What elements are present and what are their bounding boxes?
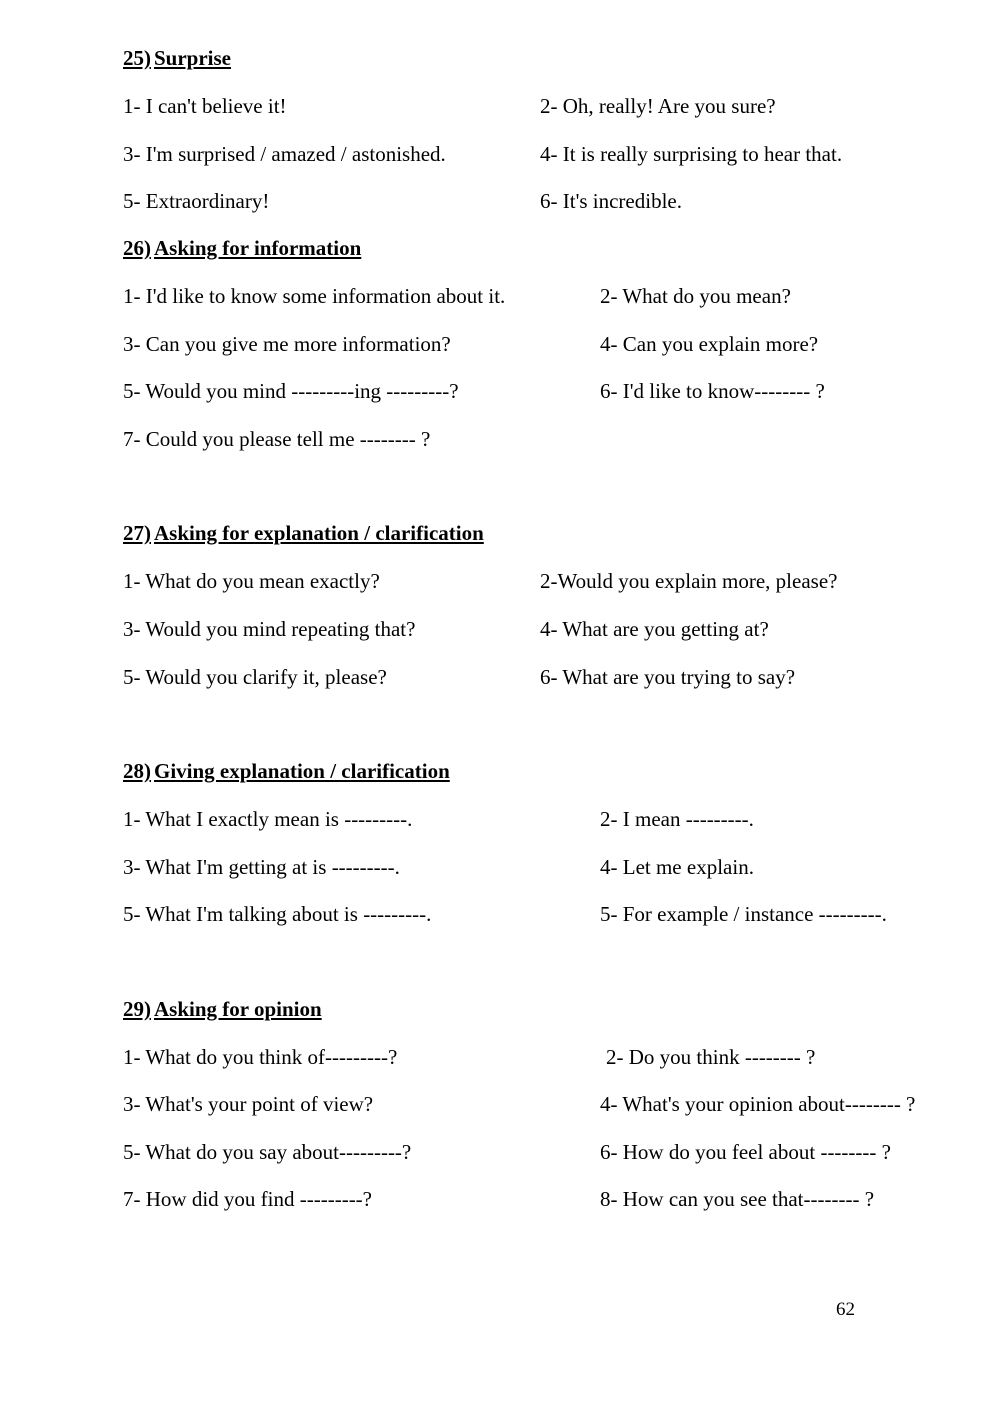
section-heading-28 xyxy=(123,759,450,784)
phrase-item: 5- Extraordinary! xyxy=(123,189,270,213)
phrase-item: 6- I'd like to know-------- ? xyxy=(600,379,825,403)
phrase-item: 2- What do you mean? xyxy=(600,284,791,308)
section-heading-25 xyxy=(123,46,231,71)
phrase-item: 8- How can you see that-------- ? xyxy=(600,1187,875,1211)
phrase-item: 4- What are you getting at? xyxy=(540,617,769,641)
phrase-item: 1- What do you think of---------? xyxy=(123,1045,398,1069)
section-heading-29 xyxy=(123,997,322,1022)
section-number: 25) xyxy=(123,46,151,70)
section-title: Surprise xyxy=(154,46,232,70)
section-title: Giving explanation / clarification xyxy=(154,759,450,783)
section-number: 28) xyxy=(123,759,151,783)
phrase-item: 2- I mean ---------. xyxy=(600,807,754,831)
phrase-item: 1- What I exactly mean is ---------. xyxy=(123,807,413,831)
phrase-item: 2- Oh, really! Are you sure? xyxy=(540,94,776,118)
section-title: Asking for information xyxy=(154,236,362,260)
phrase-item: 4- Can you explain more? xyxy=(600,332,819,356)
phrase-item: 2-Would you explain more, please? xyxy=(540,569,838,593)
phrase-item: 6- What are you trying to say? xyxy=(540,665,796,689)
phrase-item: 1- I can't believe it! xyxy=(123,94,287,118)
phrase-item: 5- Would you clarify it, please? xyxy=(123,665,387,689)
phrase-item: 1- What do you mean exactly? xyxy=(123,569,380,593)
phrase-item: 5- What I'm talking about is ---------. xyxy=(123,902,432,926)
section-number: 29) xyxy=(123,997,151,1021)
section-number: 27) xyxy=(123,521,151,545)
section-heading-27 xyxy=(123,521,484,546)
phrase-item: 7- Could you please tell me -------- ? xyxy=(123,427,431,451)
phrase-item: 5- For example / instance ---------. xyxy=(600,902,887,926)
phrase-item: 4- It is really surprising to hear that. xyxy=(540,142,843,166)
phrase-item: 3- What I'm getting at is ---------. xyxy=(123,855,400,879)
phrase-item: 3- I'm surprised / amazed / astonished. xyxy=(123,142,446,166)
phrase-item: 5- Would you mind ---------ing ---------? xyxy=(123,379,459,403)
phrase-item: 3- What's your point of view? xyxy=(123,1092,374,1116)
phrase-item: 6- How do you feel about -------- ? xyxy=(600,1140,891,1164)
phrase-item: 4- Let me explain. xyxy=(600,855,754,879)
phrase-item: 5- What do you say about---------? xyxy=(123,1140,412,1164)
section-title: Asking for explanation / clarification xyxy=(154,521,484,545)
phrase-item: 6- It's incredible. xyxy=(540,189,682,213)
phrase-item: 2- Do you think -------- ? xyxy=(606,1045,816,1069)
phrase-item: 3- Can you give me more information? xyxy=(123,332,451,356)
section-title: Asking for opinion xyxy=(154,997,322,1021)
phrase-item: 3- Would you mind repeating that? xyxy=(123,617,416,641)
phrase-item: 4- What's your opinion about-------- ? xyxy=(600,1092,916,1116)
phrase-item: 1- I'd like to know some information about it. xyxy=(123,284,506,308)
section-heading-26 xyxy=(123,236,361,261)
section-number: 26) xyxy=(123,236,151,260)
phrase-item: 7- How did you find ---------? xyxy=(123,1187,372,1211)
page-number: 62 xyxy=(836,1299,855,1320)
